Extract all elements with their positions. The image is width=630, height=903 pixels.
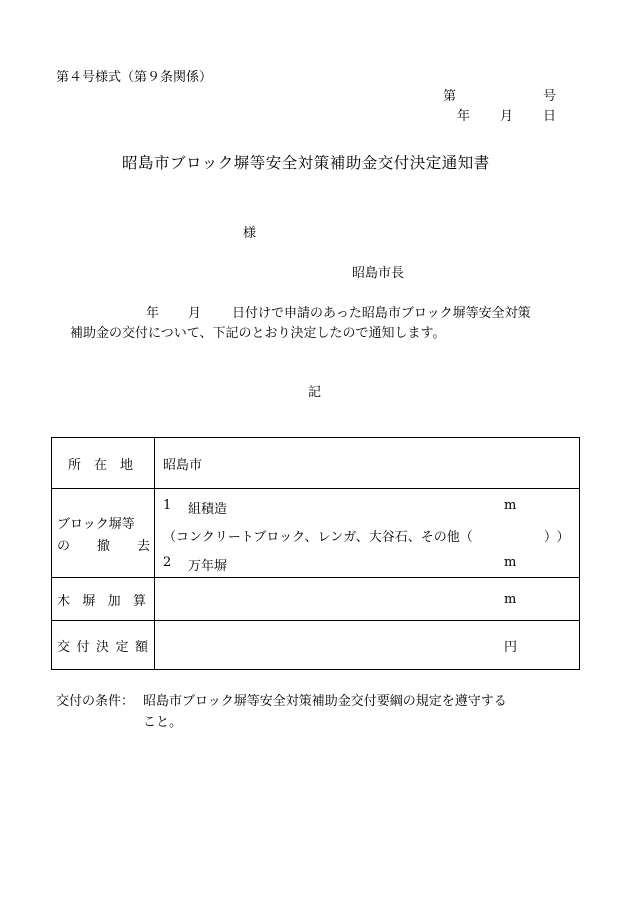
item2-unit: m xyxy=(504,555,517,570)
wood-label-char: 算 xyxy=(132,593,146,609)
removal-value-cell xyxy=(155,489,580,578)
decision-table xyxy=(51,437,580,670)
table-row-location xyxy=(52,438,580,489)
body-line2: 補助金の交付について、下記のとおり決定したので通知します。 xyxy=(70,326,446,341)
number-prefix: 第 xyxy=(443,89,457,104)
wood-label-char: 木 xyxy=(57,593,71,609)
date-month: 月 xyxy=(500,109,514,124)
number-suffix: 号 xyxy=(543,89,557,104)
table-row-wood xyxy=(52,578,580,621)
removal-label-line2 xyxy=(57,535,150,554)
wood-unit: m xyxy=(504,591,517,607)
amount-value-cell xyxy=(155,621,580,670)
removal-label-char: の xyxy=(57,538,71,554)
removal-label xyxy=(52,513,154,554)
wood-label-char: 加 xyxy=(107,593,121,609)
wood-label-cell xyxy=(52,578,155,621)
item1-detail-close: ）） xyxy=(544,530,576,545)
body-line1: 日付けで申請のあった昭島市ブロック塀等安全対策 xyxy=(232,306,531,321)
item2-label: 万年塀 xyxy=(188,559,228,574)
table-row-amount xyxy=(52,621,580,670)
removal-items xyxy=(155,489,579,577)
location-label xyxy=(52,454,154,473)
location-value: 昭島市 xyxy=(163,457,203,473)
wood-label xyxy=(52,590,154,609)
body-month: 月 xyxy=(188,306,202,321)
ki-heading: 記 xyxy=(308,385,322,400)
location-label-cell xyxy=(52,438,155,489)
item2-number: 2 xyxy=(163,555,172,570)
amount-label-char: 額 xyxy=(134,639,148,655)
removal-label-char: 去 xyxy=(136,538,150,554)
conditions-line2: こと。 xyxy=(143,715,183,730)
document-title: 昭島市ブロック塀等安全対策補助金交付決定通知書 xyxy=(122,154,490,172)
location-label-char: 地 xyxy=(119,457,133,473)
amount-label xyxy=(52,636,154,655)
body-year: 年 xyxy=(146,306,160,321)
removal-label-line1: ブロック塀等 xyxy=(57,516,135,532)
item1-number: 1 xyxy=(163,498,172,513)
removal-label-char: 撤 xyxy=(96,538,110,554)
amount-label-char: 交 xyxy=(57,639,71,655)
addressee-suffix: 様 xyxy=(243,226,257,241)
date-day: 日 xyxy=(543,109,557,124)
location-value-cell xyxy=(155,438,580,489)
wood-value-cell xyxy=(155,578,580,621)
table-row-removal xyxy=(52,489,580,578)
form-number: 第４号様式（第９条関係） xyxy=(56,70,213,85)
location-label-char: 所 xyxy=(68,457,82,473)
removal-label-cell xyxy=(52,489,155,578)
conditions-label: 交付の条件： xyxy=(56,694,135,709)
amount-label-cell xyxy=(52,621,155,670)
location-label-char: 在 xyxy=(93,457,107,473)
amount-label-char: 決 xyxy=(95,639,109,655)
conditions-line1: 昭島市ブロック塀等安全対策補助金交付要綱の規定を遵守する xyxy=(143,694,507,709)
issuer: 昭島市長 xyxy=(352,266,405,281)
item1-label: 組積造 xyxy=(188,502,228,517)
item1-unit: m xyxy=(504,498,517,513)
wood-label-char: 塀 xyxy=(82,593,96,609)
amount-label-char: 付 xyxy=(76,639,90,655)
amount-label-char: 定 xyxy=(115,639,129,655)
item1-detail: （コンクリートブロック、レンガ、大谷石、その他（ xyxy=(163,530,473,545)
date-year: 年 xyxy=(457,109,471,124)
amount-unit: 円 xyxy=(504,639,518,655)
